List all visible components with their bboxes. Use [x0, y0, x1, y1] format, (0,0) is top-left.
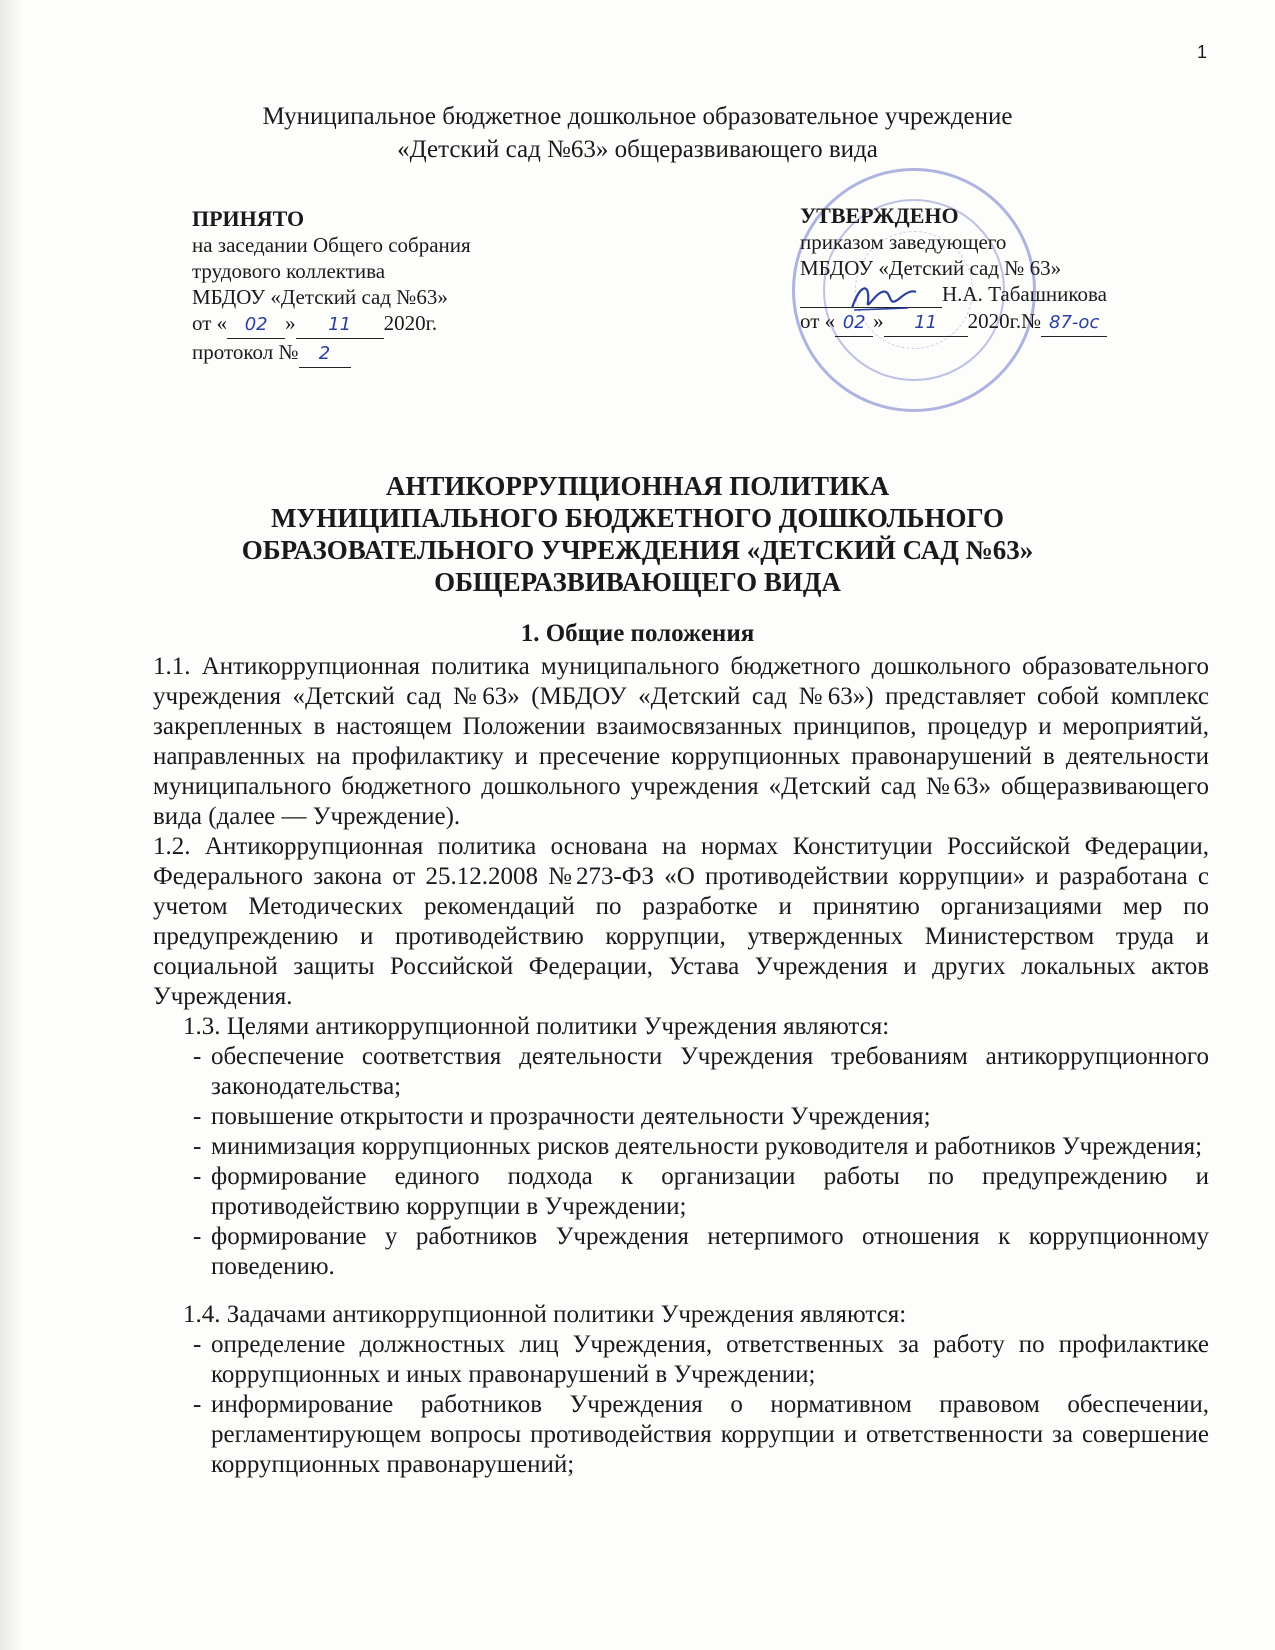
approved-date-month: 11 [884, 310, 968, 337]
paragraph-1-2: 1.2. Антикоррупционная политика основана на нормах Конституции Российской Федерации, Федерального закона от 25.12.2008 №273-ФЗ «О противодействии коррупции» и разработана с учетом Методических рекомендаций по разработке и принятию организациями мер по предупреждению и противодействию коррупции, утвержденных Министерством труда и социальной защиты Российской Федерации, Устава Учреждения и других локальных актов Учреждения. [153, 833, 1209, 1010]
organization-header [0, 100, 1275, 166]
page-number: 1 [1196, 42, 1207, 62]
title-line-1: АНТИКОРРУПЦИОННАЯ ПОЛИТИКА [385, 471, 890, 501]
approved-line-2: МБДОУ «Детский сад № 63» [800, 256, 1062, 280]
list-item: - формирование единого подхода к организации работы по предупреждению и противодействию коррупции в Учреждении; [153, 1162, 1209, 1222]
org-line-2: «Детский сад №63» общеразвивающего вида [397, 136, 878, 163]
approved-date: от « 02 » 11 2020г.№ 87-ос [800, 308, 1180, 337]
approved-date-day: 02 [835, 310, 873, 337]
list-item: - информирование работников Учреждения о нормативном правовом обеспечении, регламентирующем вопросы противодействия коррупции и ответственности за совершение коррупционных правонарушений; [153, 1390, 1209, 1480]
list-item: - формирование у работников Учреждения нетерпимого отношения к коррупционному поведению. [153, 1222, 1209, 1282]
accepted-date-day: 02 [227, 312, 285, 339]
approved-title: УТВЕРЖДЕНО [800, 203, 959, 228]
accepted-line-1: на заседании Общего собрания [192, 233, 471, 257]
accepted-line-2: трудового коллектива [192, 259, 386, 283]
section-1-body [153, 652, 1209, 1480]
section-1-title: 1. Общие положения [520, 620, 755, 647]
tasks-list [153, 1330, 1209, 1480]
accepted-line-3: МБДОУ «Детский сад №63» [192, 285, 448, 309]
accepted-title: ПРИНЯТО [192, 206, 305, 231]
goals-list [153, 1042, 1209, 1282]
list-item: - определение должностных лиц Учреждения, ответственных за работу по профилактике коррупционных и иных правонарушений в Учреждении; [153, 1330, 1209, 1390]
scan-edge-shadow [0, 0, 22, 1650]
title-line-3: ОБРАЗОВАТЕЛЬНОГО УЧРЕЖДЕНИЯ «ДЕТСКИЙ САД №63» [241, 535, 1034, 565]
list-item: - повышение открытости и прозрачности деятельности Учреждения; [153, 1102, 1209, 1132]
accepted-date: от « 02 » 11 2020г. [192, 310, 592, 339]
accepted-block [192, 206, 592, 368]
title-line-2: МУНИЦИПАЛЬНОГО БЮДЖЕТНОГО ДОШКОЛЬНОГО [270, 503, 1005, 533]
paragraph-1-3: 1.3. Целями антикоррупционной политики Учреждения являются: [183, 1013, 890, 1040]
org-line-1: Муниципальное бюджетное дошкольное образовательное учреждение [262, 103, 1013, 130]
order-number: 87-ос [1041, 310, 1107, 337]
title-line-4: ОБЩЕРАЗВИВАЮЩЕГО ВИДА [434, 567, 841, 597]
list-item: - минимизация коррупционных рисков деятельности руководителя и работников Учреждения; [153, 1132, 1209, 1162]
approved-line-1: приказом заведующего [800, 230, 1007, 254]
accepted-protocol: протокол № 2 [192, 339, 592, 368]
list-item: - обеспечение соответствия деятельности Учреждения требованиям антикоррупционного законодательства; [153, 1042, 1209, 1102]
approved-signer: Н.А. Табашникова [800, 281, 1180, 308]
accepted-date-month: 11 [296, 312, 384, 339]
paragraph-1-1: 1.1. Антикоррупционная политика муниципального бюджетного дошкольного образовательного учреждения «Детский сад №63» (МБДОУ «Детский сад №63») представляет собой комплекс закрепленных в настоящем Положении взаимосвязанных принципов, процедур и мероприятий, направленных на профилактику и пресечение коррупционных правонарушений в деятельности муниципального бюджетного дошкольного учреждения «Детский сад №63» общеразвивающего вида (далее — Учреждение). [153, 653, 1209, 830]
paragraph-1-4: 1.4. Задачами антикоррупционной политики Учреждения являются: [183, 1301, 907, 1328]
handwritten-signature [848, 278, 918, 318]
protocol-number: 2 [299, 341, 351, 368]
document-title [0, 470, 1275, 598]
